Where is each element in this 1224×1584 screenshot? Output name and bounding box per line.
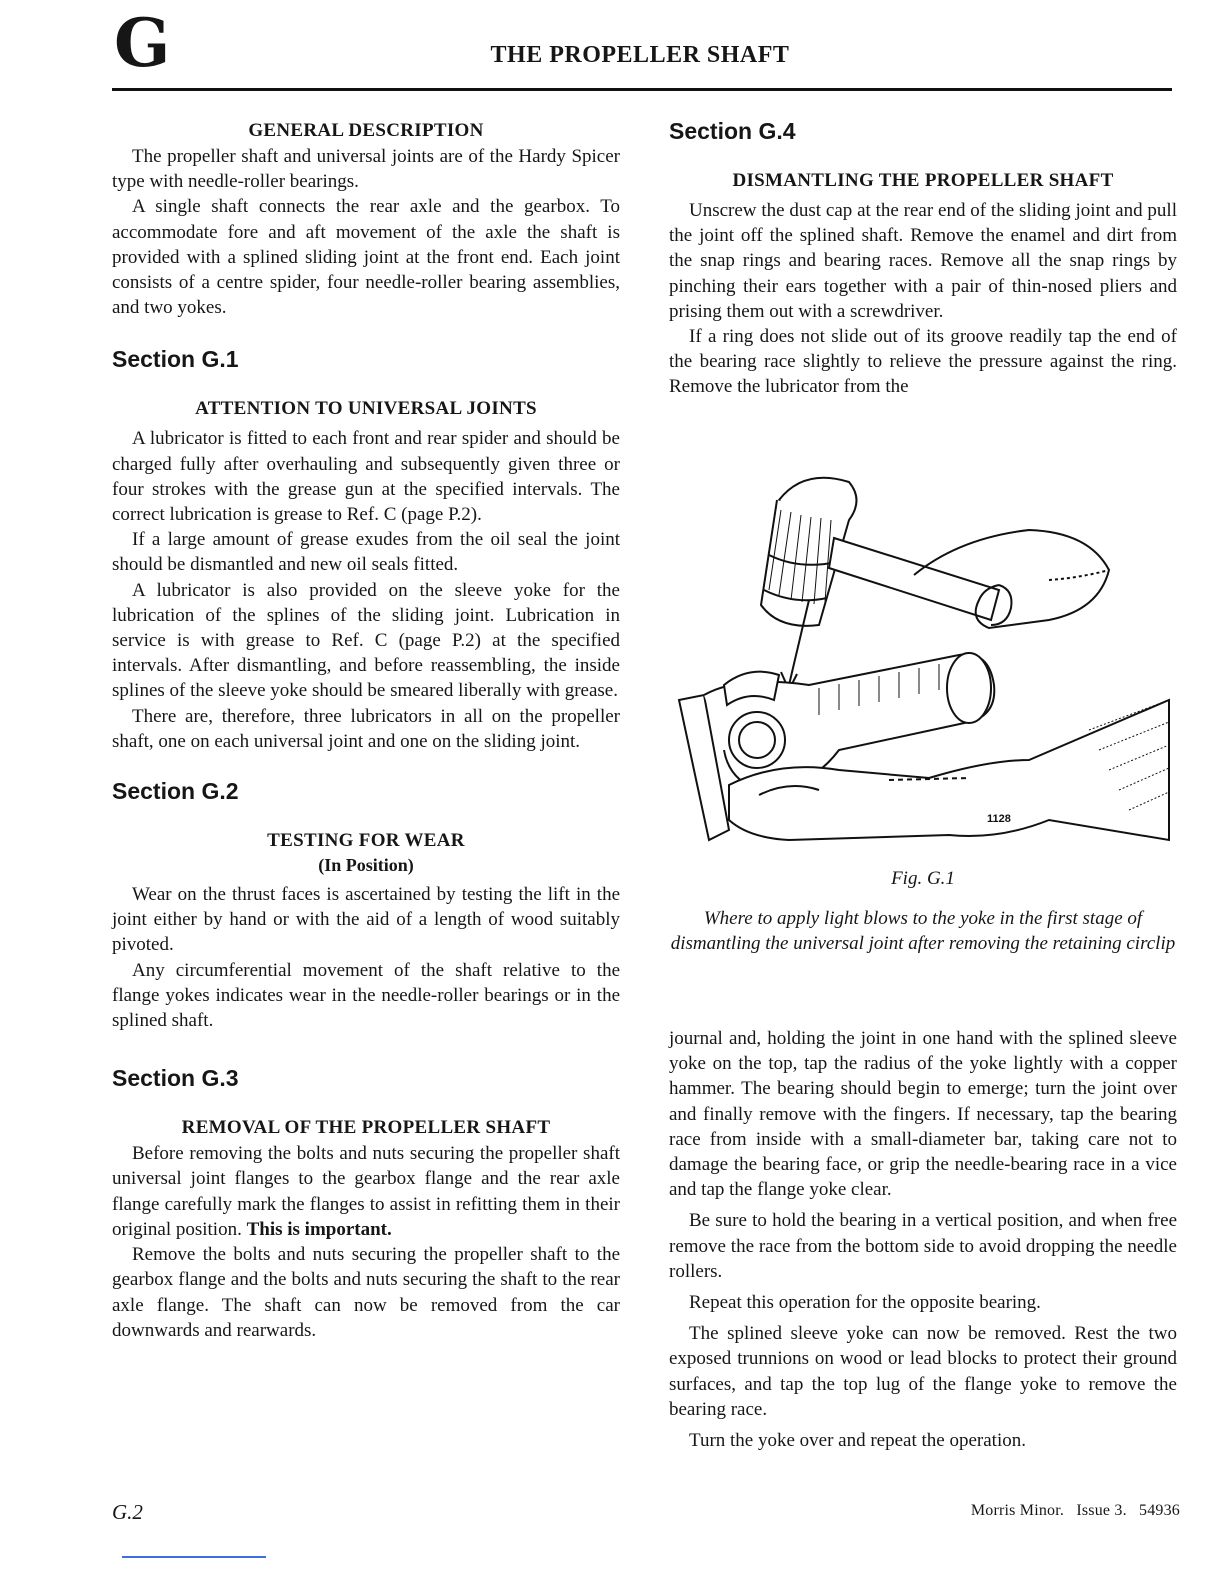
general-description-heading: GENERAL DESCRIPTION <box>248 120 484 141</box>
paragraph: There are, therefore, three lubricators in all on the propeller shaft, one on each universal joint and one on the sliding joint. <box>112 705 620 752</box>
important-note: This is important. <box>246 1218 392 1240</box>
section-heading: Section G.4 <box>669 118 796 144</box>
paragraph <box>112 1141 620 1242</box>
section-g1 <box>112 344 620 754</box>
paragraph: journal and, holding the joint in one hand with the splined sleeve yoke on the top, tap the radius of the yoke lightly with a copper hammer. The bearing should begin to emerge; turn the joint over and finally remove with the fingers. If necessary, tap the bearing race from inside with a small-diameter bar, taking care not to damage the bearing face, or grip the needle-bearing race in a vice and tap the flange yoke clear. <box>669 1028 1177 1201</box>
right-column-bottom <box>669 1026 1177 1453</box>
publication-name: Morris Minor. <box>970 1502 1065 1519</box>
page-number: G.2 <box>112 1500 143 1524</box>
paragraph: A lubricator is fitted to each front and rear spider and should be charged fully after overhauling and subsequently given three or four strokes with the grease gun at the specified intervals. The correct lubrication is grease to Ref. C (page P.2). <box>112 428 620 526</box>
paragraph: Wear on the thrust faces is ascertained by testing the lift in the joint either by hand or with the aid of a length of wood suitably pivoted. <box>112 884 620 956</box>
section-subheading: ATTENTION TO UNIVERSAL JOINTS <box>195 398 537 420</box>
section-heading: Section G.1 <box>112 346 239 373</box>
document-code: 54936 <box>1139 1502 1180 1519</box>
paragraph: Turn the yoke over and repeat the operation. <box>689 1430 1026 1452</box>
general-description <box>112 118 620 320</box>
paragraph: Repeat this operation for the opposite bearing. <box>689 1292 1041 1314</box>
section-note: (In Position) <box>318 855 414 876</box>
section-g2 <box>112 776 620 1033</box>
footer-rule <box>122 1556 266 1558</box>
chapter-letter: G <box>114 4 171 82</box>
paragraph-text: Before removing the bolts and nuts securing the propeller shaft universal joint flanges to the gearbox flange and the rear axle flange carefully mark the flanges to assist in refitting them in their original position. <box>112 1143 620 1240</box>
figure-g1 <box>669 460 1177 860</box>
paragraph: If a large amount of grease exudes from the oil seal the joint should be dismantled and new oil seals fitted. <box>112 529 620 576</box>
paragraph: Any circumferential movement of the shaft relative to the flange yokes indicates wear in the needle-roller bearings or in the splined shaft. <box>112 959 620 1032</box>
section-heading: Section G.3 <box>112 1065 239 1092</box>
paragraph: The splined sleeve yoke can now be removed. Rest the two exposed trunnions on wood or lead blocks to protect their ground surfaces, and tap the top lug of the flange yoke to remove the bearing race. <box>669 1323 1177 1420</box>
figure-caption: Where to apply light blows to the yoke in the first stage of dismantling the universal joint after removing the retaining circlip <box>670 908 1176 954</box>
hammer-handle <box>829 538 999 620</box>
page-title: THE PROPELLER SHAFT <box>490 42 790 68</box>
section-subheading: TESTING FOR WEAR <box>267 830 465 852</box>
section-g3 <box>112 1063 620 1343</box>
figure-label: Fig. G.1 <box>891 868 955 889</box>
paragraph: If a ring does not slide out of its groove readily tap the end of the bearing race slightly to relieve the pressure against the ring. Remove the lubricator from the <box>669 326 1177 398</box>
header-divider <box>112 88 1172 91</box>
section-subheading: DISMANTLING THE PROPELLER SHAFT <box>732 170 1114 191</box>
paragraph: A lubricator is also provided on the sleeve yoke for the lubrication of the splines of the sliding joint. Lubrication in service is with grease to Ref. C (page P.2) at the specified intervals. After dismantling, and before reassembling, the inside splines of the sleeve yoke should be smeared liberally with grease. <box>112 579 620 702</box>
hammer-and-joint-illustration <box>669 460 1177 860</box>
left-column <box>112 118 620 1343</box>
paragraph: Be sure to hold the bearing in a vertical position, and when free remove the race from the bottom side to avoid dropping the needle rollers. <box>669 1210 1177 1282</box>
publication-info <box>780 1502 1180 1520</box>
paragraph: A single shaft connects the rear axle and the gearbox. To accommodate fore and aft movement of the axle the shaft is provided with a splined sliding joint at the front end. Each joint consists of a centre spider, four needle-roller bearing assemblies, and two yokes. <box>112 196 620 319</box>
paragraph: Remove the bolts and nuts securing the propeller shaft to the gearbox flange and the bolts and nuts securing the shaft to the rear axle flange. The shaft can now be removed from the car downwards and rearwards. <box>112 1244 620 1341</box>
figure-number: 1128 <box>987 813 1011 825</box>
section-subheading: REMOVAL OF THE PROPELLER SHAFT <box>181 1117 551 1139</box>
paragraph: Unscrew the dust cap at the rear end of the sliding joint and pull the joint off the splined shaft. Remove the enamel and dirt from the snap rings and bearing races. Remove all the snap rings by pinching their ears together with a pair of thin-nosed pliers and prising them out with a screwdriver. <box>669 200 1177 322</box>
paragraph: The propeller shaft and universal joints are of the Hardy Spicer type with needle-roller bearings. <box>112 146 620 193</box>
right-column-top <box>669 116 1177 400</box>
section-heading: Section G.2 <box>112 778 239 805</box>
issue-number: Issue 3. <box>1076 1502 1127 1519</box>
